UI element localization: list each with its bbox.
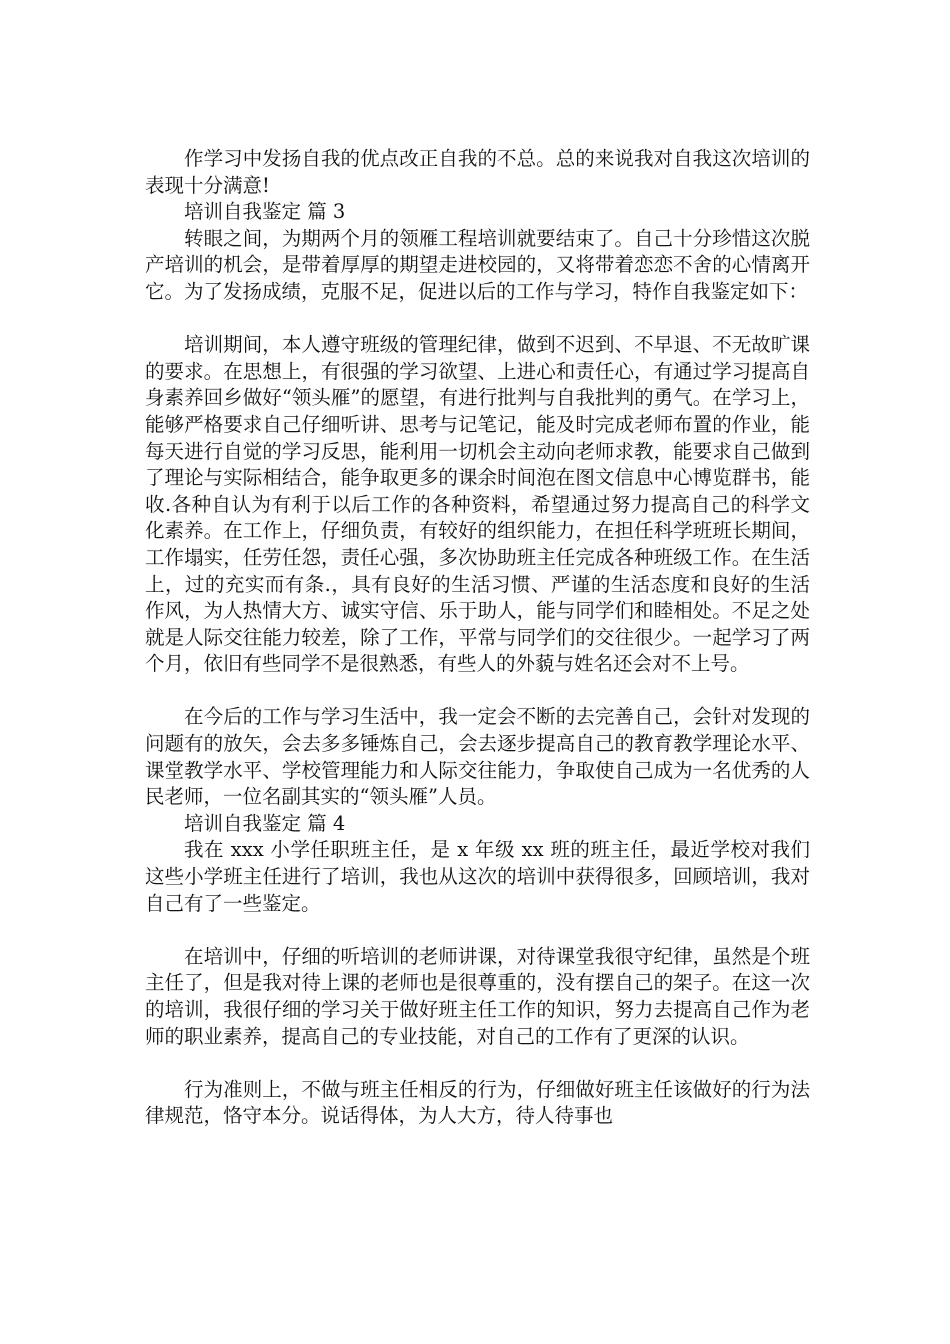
paragraph-1: 作学习中发扬自我的优点改正自我的不总。总的来说我对自我这次培训的表现十分满意! <box>145 147 810 197</box>
blank-line <box>145 917 810 944</box>
paragraph-3: 培训期间，本人遵守班级的管理纪律，做到不迟到、不早退、不无故旷课的要求。在思想上，有很强的学习欲望、上进心和责任心，有通过学习提高自身素养回乡做好“领头雁”的愿望，有进行批判与自我批判的勇气。在学习上，能够严格要求自己仔细听讲、思考与记笔记，能及时完成老师布置的作业，能每天进行自觉的学习反思，能利用一切机会主动向老师求教，能要求自己做到了理论与实际相结合，能争取更多的课余时间泡在图文信息中心博览群书，能收.各种自认为有利于以后工作的各种资料，希望通过努力提高自己的科学文化素养。在工作上，仔细负责，有较好的组织能力，在担任科学班班长期间，工作塌实，任劳任怨，责任心强，多次协助班主任完成各种班级工作。在生活上，过的充实而有条.，具有良好的生活习惯、严谨的生活态度和良好的生活作风，为人热情大方、诚实守信、乐于助人，能与同学们和睦相处。不足之处就是人际交往能力较差，除了工作，平常与同学们的交往很少。一起学习了两个月，依旧有些同学不是很熟悉，有些人的外藐与姓名还会对不上号。 <box>145 333 810 676</box>
document-page <box>145 146 810 1130</box>
paragraph-5: 我在 xxx 小学任职班主任，是 x 年级 xx 班的班主任，最近学校对我们这些小学班主任进行了培训，我也从这次的培训中获得很多，回顾培训，我对自己有了一些鉴定。 <box>145 838 810 915</box>
paragraph-6: 在培训中，仔细的听培训的老师讲课，对待课堂我很守纪律，虽然是个班主任了，但是我对待上课的老师也是很尊重的，没有摆自己的架子。在这一次的培训，我很仔细的学习关于做好班主任工作的知识，努力去提高自己作为老师的职业素养，提高自己的专业技能，对自己的工作有了更深的认识。 <box>145 944 810 1048</box>
blank-line <box>145 1050 810 1077</box>
section-heading-3: 培训自我鉴定 篇 3 <box>184 200 346 224</box>
blank-line <box>145 306 810 333</box>
section-heading-4: 培训自我鉴定 篇 4 <box>184 811 346 835</box>
paragraph-2: 转眼之间，为期两个月的领雁工程培训就要结束了。自己十分珍惜这次脱产培训的机会，是带着厚厚的期望走进校园的，又将带着恋恋不舍的心情离开它。为了发扬成绩，克服不足，促进以后的工作与学习，特作自我鉴定如下： <box>145 226 810 303</box>
paragraph-4: 在今后的工作与学习生活中，我一定会不断的去完善自己，会针对发现的问题有的放矢，会去多多锤炼自己，会去逐步提高自己的教育教学理论水平、课堂教学水平、学校管理能力和人际交往能力，争取使自己成为一名优秀的人民老师，一位名副其实的“领头雁”人员。 <box>145 705 810 809</box>
paragraph-7: 行为准则上，不做与班主任相反的行为，仔细做好班主任该做好的行为法律规范，恪守本分。说话得体，为人大方，待人待事也 <box>145 1077 810 1128</box>
blank-line <box>145 678 810 705</box>
